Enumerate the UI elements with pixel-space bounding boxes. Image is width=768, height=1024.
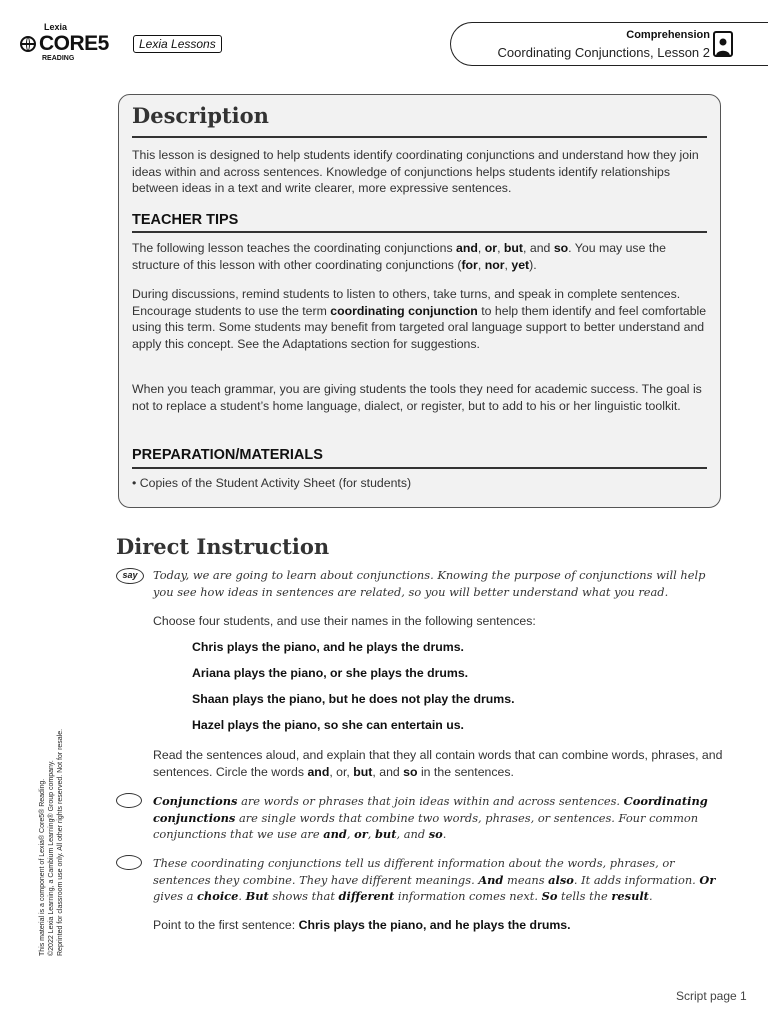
script-conjunction-meanings: These coordinating conjunctions tell us different information about the words, phrases, or sentences they combine. They have different meanings. And means also. It adds information. Or gives a choice. But shows that different information comes next. So tells the result. bbox=[153, 856, 716, 903]
description-heading: Description bbox=[132, 103, 269, 128]
speech-bubble-icon bbox=[116, 855, 142, 870]
globe-icon bbox=[20, 36, 36, 52]
instruction-choose-students: Choose four students, and use their names in the following sentences: bbox=[153, 614, 536, 628]
lesson-header bbox=[450, 22, 768, 66]
description-text: This lesson is designed to help students identify coordinating conjunctions and understand how they join ideas within and across sentences. Knowledge of conjunctions helps students identify relationships between ideas in a text and write clearer, more expressive sentences. bbox=[132, 148, 699, 195]
direct-instruction-heading: Direct Instruction bbox=[116, 534, 330, 559]
teacher-tip-3: When you teach grammar, you are giving students the tools they need for academic success. The goal is not to replace a student’s home language, dialect, or register, but to add to his or her linguistic toolkit. bbox=[132, 382, 702, 413]
student-book-icon bbox=[713, 31, 733, 57]
lesson-category: Comprehension bbox=[626, 29, 710, 41]
example-sentence: Hazel plays the piano, so she can entertain us. bbox=[192, 718, 464, 732]
teacher-tip-1: The following lesson teaches the coordinating conjunctions and, or, but, and so. You may use the structure of this lesson with other coordinating conjunctions (for, nor, yet). bbox=[132, 241, 666, 272]
lesson-title: Coordinating Conjunctions, Lesson 2 bbox=[497, 45, 710, 60]
description-panel bbox=[118, 94, 721, 508]
speech-bubble-icon bbox=[116, 793, 142, 808]
lexia-lessons-badge: Lexia Lessons bbox=[133, 35, 222, 53]
example-sentence: Ariana plays the piano, or she plays the drums. bbox=[192, 666, 469, 680]
say-script-1: Today, we are going to learn about conjunctions. Knowing the purpose of conjunctions will help you see how ideas in sentences are related, so you will better understand what you read. bbox=[153, 568, 706, 599]
teacher-tips-heading: TEACHER TIPS bbox=[132, 212, 239, 228]
example-sentence: Chris plays the piano, and he plays the drums. bbox=[192, 640, 464, 654]
core5-wordmark: CORE5 bbox=[20, 32, 109, 56]
instruction-point-first-sentence: Point to the first sentence: Chris plays the piano, and he plays the drums. bbox=[153, 918, 571, 932]
divider bbox=[132, 231, 707, 233]
materials-item: • Copies of the Student Activity Sheet (for students) bbox=[132, 476, 412, 490]
teacher-tip-2: During discussions, remind students to listen to others, take turns, and speak in complete sentences. Encourage students to use the term coordinating conjunction to help them identify and feel comfortable using this term. Some students may benefit from targeted oral language support to better understand and apply this concept. See the Adaptations section for suggestions. bbox=[132, 287, 707, 351]
lexia-wordmark: Lexia bbox=[44, 22, 68, 32]
instruction-read-aloud: Read the sentences aloud, and explain that they all contain words that can combine words, phrases, and sentences. Circle the words and, or, but, and so in the sentences. bbox=[153, 748, 723, 779]
example-sentence: Shaan plays the piano, but he does not play the drums. bbox=[192, 692, 515, 706]
say-icon: say bbox=[116, 568, 144, 584]
preparation-heading: PREPARATION/MATERIALS bbox=[132, 447, 323, 463]
page-number: Script page 1 bbox=[676, 989, 747, 1003]
divider bbox=[132, 136, 707, 138]
copyright-notice: This material is a component of Lexia® Core5® Reading. ©2022 Lexia Learning, a Cambium Learning® Group company. Reprinted for classroom use only. All other rights reserved. Not for resale. bbox=[39, 728, 64, 956]
script-conjunctions-definition: Conjunctions are words or phrases that join ideas within and across sentences. Coordinating conjunctions are single words that combine two words, phrases, or sentences. Four common conjunctions that we use are and, or, but, and so. bbox=[153, 794, 708, 841]
divider bbox=[132, 467, 707, 469]
reading-label: READING bbox=[42, 55, 75, 62]
